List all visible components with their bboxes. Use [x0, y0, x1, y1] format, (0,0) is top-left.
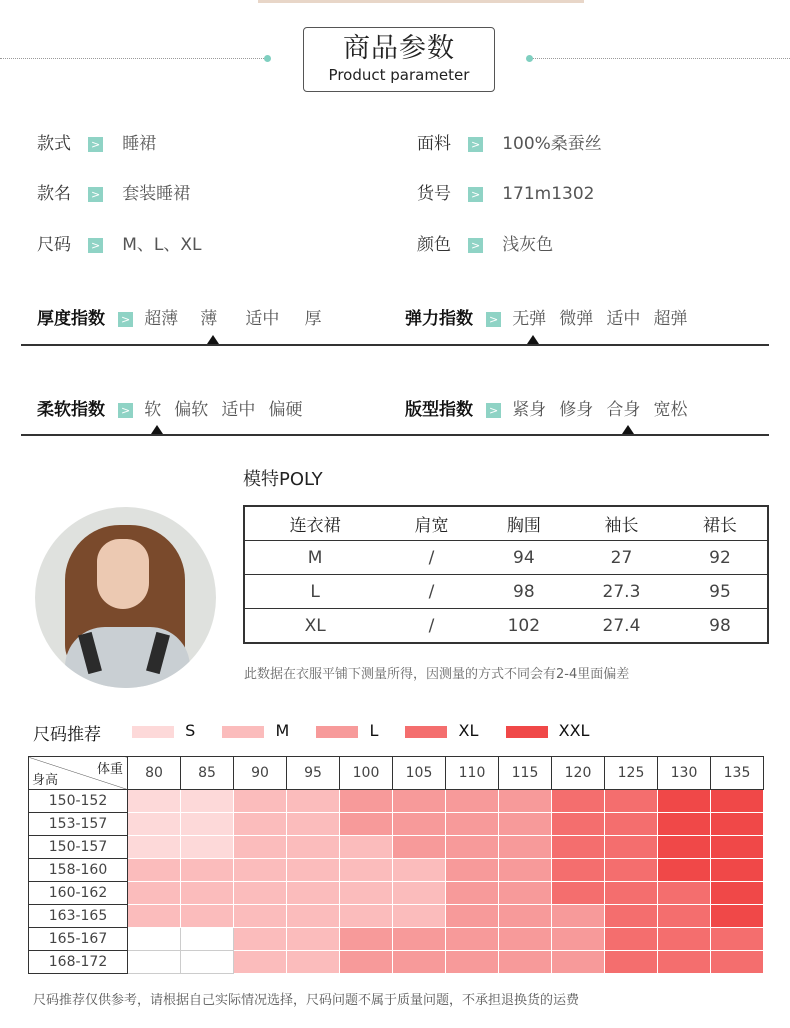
- corner-cell: [29, 757, 128, 790]
- index-option: 薄: [200, 309, 218, 329]
- size-cell: [499, 790, 552, 813]
- param-label: 面料: [417, 134, 451, 154]
- legend-label: S: [185, 721, 196, 740]
- table-cell: 98: [673, 609, 768, 644]
- index-option: 超弹: [653, 309, 688, 329]
- size-cell: [287, 882, 340, 905]
- size-cell: [658, 813, 711, 836]
- size-cell: [287, 836, 340, 859]
- index-option: 宽松: [653, 400, 688, 420]
- size-cell: [446, 951, 499, 974]
- size-cell: [181, 951, 234, 974]
- arrow-icon: >: [468, 137, 483, 152]
- softness-marker-icon: [151, 425, 163, 434]
- table-cell: 98: [478, 575, 570, 609]
- size-cell: [181, 836, 234, 859]
- size-cell: [181, 928, 234, 951]
- size-chart-header-row: [29, 757, 764, 790]
- param-value: 171m1302: [502, 184, 595, 204]
- arrow-icon: >: [486, 403, 501, 418]
- index-option: 适中: [221, 400, 256, 420]
- size-cell: [393, 882, 446, 905]
- weight-header: 110: [446, 757, 499, 790]
- size-cell: [393, 951, 446, 974]
- size-cell: [446, 836, 499, 859]
- index-thickness: [37, 304, 321, 329]
- legend-swatch-l: [316, 726, 358, 738]
- weight-header: 105: [393, 757, 446, 790]
- size-cell: [340, 882, 393, 905]
- index-scale-line: [21, 344, 769, 346]
- arrow-icon: >: [468, 238, 483, 253]
- table-header: 肩宽: [414, 516, 449, 536]
- size-cell: [711, 928, 764, 951]
- size-cell: [552, 882, 605, 905]
- param-label: 尺码: [37, 235, 71, 255]
- table-cell: 27: [570, 541, 673, 575]
- size-cell: [181, 813, 234, 836]
- size-cell: [340, 951, 393, 974]
- size-cell: [552, 951, 605, 974]
- param-value: 套装睡裙: [122, 184, 191, 204]
- height-label: 168-172: [29, 951, 128, 974]
- table-cell: /: [385, 609, 477, 644]
- legend-label: XXL: [558, 721, 590, 740]
- size-cell: [552, 859, 605, 882]
- size-cell: [234, 790, 287, 813]
- index-option: 紧身: [512, 400, 547, 420]
- size-cell: [181, 790, 234, 813]
- size-cell: [128, 836, 181, 859]
- thickness-marker-icon: [207, 335, 219, 344]
- param-label: 款名: [37, 184, 71, 204]
- size-cell: [234, 951, 287, 974]
- arrow-icon: >: [118, 403, 133, 418]
- table-cell: 92: [673, 541, 768, 575]
- table-cell: M: [244, 541, 385, 575]
- size-cell: [287, 928, 340, 951]
- param-size: [37, 230, 201, 255]
- weight-header: 120: [552, 757, 605, 790]
- size-cell: [605, 905, 658, 928]
- size-cell: [711, 951, 764, 974]
- index-option: 修身: [559, 400, 594, 420]
- header-line-right: [530, 58, 790, 59]
- size-cell: [393, 836, 446, 859]
- size-cell: [446, 905, 499, 928]
- size-cell: [552, 928, 605, 951]
- param-label: 款式: [37, 134, 71, 154]
- size-cell: [658, 928, 711, 951]
- table-row: [29, 882, 764, 905]
- size-cell: [658, 859, 711, 882]
- size-cell: [128, 790, 181, 813]
- header-dot-right: [526, 55, 533, 62]
- size-cell: [552, 836, 605, 859]
- size-cell: [711, 836, 764, 859]
- index-option: 合身: [606, 400, 641, 420]
- index-option: 厚: [304, 309, 322, 329]
- table-header-row: [244, 506, 768, 541]
- table-cell: XL: [244, 609, 385, 644]
- table-row: [244, 609, 768, 644]
- table-header: 连衣裙: [289, 516, 341, 536]
- size-cell: [446, 882, 499, 905]
- size-cell: [499, 882, 552, 905]
- size-cell: [181, 859, 234, 882]
- weight-header: 95: [287, 757, 340, 790]
- param-value: 睡裙: [122, 134, 157, 154]
- table-row: [29, 951, 764, 974]
- size-chart-title: 尺码推荐: [33, 725, 101, 745]
- size-cell: [128, 859, 181, 882]
- size-cell: [446, 813, 499, 836]
- index-option: 偏软: [174, 400, 209, 420]
- size-cell: [234, 905, 287, 928]
- size-legend: [132, 721, 589, 740]
- model-photo: [35, 507, 216, 688]
- param-style: [37, 129, 156, 154]
- size-cell: [711, 790, 764, 813]
- legend-label: L: [369, 721, 379, 740]
- arrow-icon: >: [118, 312, 133, 327]
- size-cell: [128, 813, 181, 836]
- size-cell: [446, 790, 499, 813]
- index-softness: [37, 395, 302, 420]
- elasticity-marker-icon: [527, 335, 539, 344]
- size-cell: [552, 905, 605, 928]
- index-scale-line: [21, 434, 769, 436]
- index-elasticity: [405, 304, 687, 329]
- arrow-icon: >: [486, 312, 501, 327]
- corner-weight-label: 体重: [96, 762, 123, 777]
- size-cell: [605, 882, 658, 905]
- legend-label: M: [275, 721, 290, 740]
- legend-label: XL: [458, 721, 479, 740]
- size-cell: [340, 905, 393, 928]
- legend-swatch-m: [222, 726, 264, 738]
- size-cell: [605, 951, 658, 974]
- param-name: [37, 179, 190, 204]
- size-cell: [446, 928, 499, 951]
- index-option: 偏硬: [268, 400, 303, 420]
- title-cn: 商品参数: [343, 33, 455, 64]
- size-cell: [658, 836, 711, 859]
- size-cell: [128, 951, 181, 974]
- index-option: 超薄: [144, 309, 179, 329]
- size-cell: [234, 813, 287, 836]
- size-cell: [711, 813, 764, 836]
- size-cell: [711, 905, 764, 928]
- index-option: 微弹: [559, 309, 594, 329]
- index-label: 弹力指数: [405, 309, 473, 329]
- param-sku: [417, 179, 594, 204]
- index-fit: [405, 395, 687, 420]
- arrow-icon: >: [88, 238, 103, 253]
- table-row: [29, 928, 764, 951]
- height-label: 160-162: [29, 882, 128, 905]
- corner-height-label: 身高: [32, 773, 59, 788]
- size-cell: [552, 790, 605, 813]
- size-recommend-table: [28, 756, 764, 974]
- size-cell: [287, 813, 340, 836]
- size-cell: [287, 859, 340, 882]
- height-label: 163-165: [29, 905, 128, 928]
- size-cell: [605, 859, 658, 882]
- size-cell: [287, 790, 340, 813]
- size-cell: [393, 790, 446, 813]
- size-cell: [393, 859, 446, 882]
- weight-header: 85: [181, 757, 234, 790]
- weight-header: 135: [711, 757, 764, 790]
- size-cell: [181, 905, 234, 928]
- table-row: [29, 813, 764, 836]
- measurement-note: 此数据在衣服平铺下测量所得，因测量的方式不同会有2-4里面偏差: [244, 667, 630, 682]
- param-value: 浅灰色: [502, 235, 554, 255]
- size-cell: [393, 928, 446, 951]
- table-cell: 95: [673, 575, 768, 609]
- index-label: 版型指数: [405, 400, 473, 420]
- size-cell: [128, 882, 181, 905]
- arrow-icon: >: [468, 187, 483, 202]
- table-cell: 102: [478, 609, 570, 644]
- height-label: 158-160: [29, 859, 128, 882]
- weight-header: 125: [605, 757, 658, 790]
- size-cell: [499, 859, 552, 882]
- size-cell: [499, 928, 552, 951]
- param-label: 货号: [417, 184, 451, 204]
- size-cell: [605, 836, 658, 859]
- arrow-icon: >: [88, 137, 103, 152]
- size-cell: [552, 813, 605, 836]
- table-cell: L: [244, 575, 385, 609]
- size-cell: [234, 882, 287, 905]
- size-cell: [658, 951, 711, 974]
- size-cell: [658, 882, 711, 905]
- size-cell: [658, 905, 711, 928]
- section-title: [303, 27, 495, 92]
- title-en: Product parameter: [328, 66, 470, 84]
- legend-swatch-xxl: [506, 726, 548, 738]
- size-cell: [711, 882, 764, 905]
- table-row: [29, 790, 764, 813]
- table-cell: 94: [478, 541, 570, 575]
- weight-header: 130: [658, 757, 711, 790]
- arrow-icon: >: [88, 187, 103, 202]
- table-cell: /: [385, 575, 477, 609]
- table-row: [29, 859, 764, 882]
- size-cell: [658, 790, 711, 813]
- height-label: 153-157: [29, 813, 128, 836]
- legend-swatch-s: [132, 726, 174, 738]
- size-cell: [340, 836, 393, 859]
- height-label: 165-167: [29, 928, 128, 951]
- size-cell: [393, 813, 446, 836]
- size-cell: [287, 951, 340, 974]
- size-cell: [234, 859, 287, 882]
- param-fabric: [417, 129, 602, 154]
- table-cell: 27.4: [570, 609, 673, 644]
- table-cell: /: [385, 541, 477, 575]
- model-title: 模特POLY: [243, 469, 323, 490]
- size-cell: [340, 813, 393, 836]
- size-cell: [605, 813, 658, 836]
- size-cell: [340, 790, 393, 813]
- index-option: 无弹: [512, 309, 547, 329]
- model-size-table: [243, 505, 769, 644]
- header-dot-left: [264, 55, 271, 62]
- size-cell: [605, 928, 658, 951]
- index-option: 适中: [245, 309, 280, 329]
- size-cell: [499, 813, 552, 836]
- index-label: 柔软指数: [37, 400, 105, 420]
- size-cell: [340, 859, 393, 882]
- index-label: 厚度指数: [37, 309, 105, 329]
- size-cell: [499, 836, 552, 859]
- weight-header: 115: [499, 757, 552, 790]
- table-header: 胸围: [506, 516, 541, 536]
- size-cell: [711, 859, 764, 882]
- weight-header: 80: [128, 757, 181, 790]
- table-row: [29, 836, 764, 859]
- table-row: [244, 575, 768, 609]
- legend-swatch-xl: [405, 726, 447, 738]
- param-value: M、L、XL: [122, 235, 202, 255]
- size-cell: [128, 928, 181, 951]
- param-color: [417, 230, 553, 255]
- size-cell: [499, 951, 552, 974]
- size-cell: [234, 836, 287, 859]
- size-footnote: 尺码推荐仅供参考，请根据自己实际情况选择，尺码问题不属于质量问题，不承担退换货的运费: [33, 993, 580, 1008]
- fit-marker-icon: [622, 425, 634, 434]
- size-cell: [605, 790, 658, 813]
- index-option: 软: [144, 400, 162, 420]
- table-cell: 27.3: [570, 575, 673, 609]
- header-line-left: [0, 58, 268, 59]
- size-cell: [128, 905, 181, 928]
- weight-header: 100: [340, 757, 393, 790]
- size-cell: [340, 928, 393, 951]
- size-cell: [181, 882, 234, 905]
- size-cell: [393, 905, 446, 928]
- param-value: 100%桑蚕丝: [502, 134, 602, 154]
- size-cell: [499, 905, 552, 928]
- param-label: 颜色: [417, 235, 451, 255]
- table-row: [29, 905, 764, 928]
- size-cell: [234, 928, 287, 951]
- table-row: [244, 541, 768, 575]
- table-header: 裙长: [702, 516, 737, 536]
- height-label: 150-152: [29, 790, 128, 813]
- size-cell: [446, 859, 499, 882]
- size-cell: [287, 905, 340, 928]
- weight-header: 90: [234, 757, 287, 790]
- table-header: 袖长: [604, 516, 639, 536]
- index-option: 适中: [606, 309, 641, 329]
- height-label: 150-157: [29, 836, 128, 859]
- top-decoration: [258, 0, 584, 3]
